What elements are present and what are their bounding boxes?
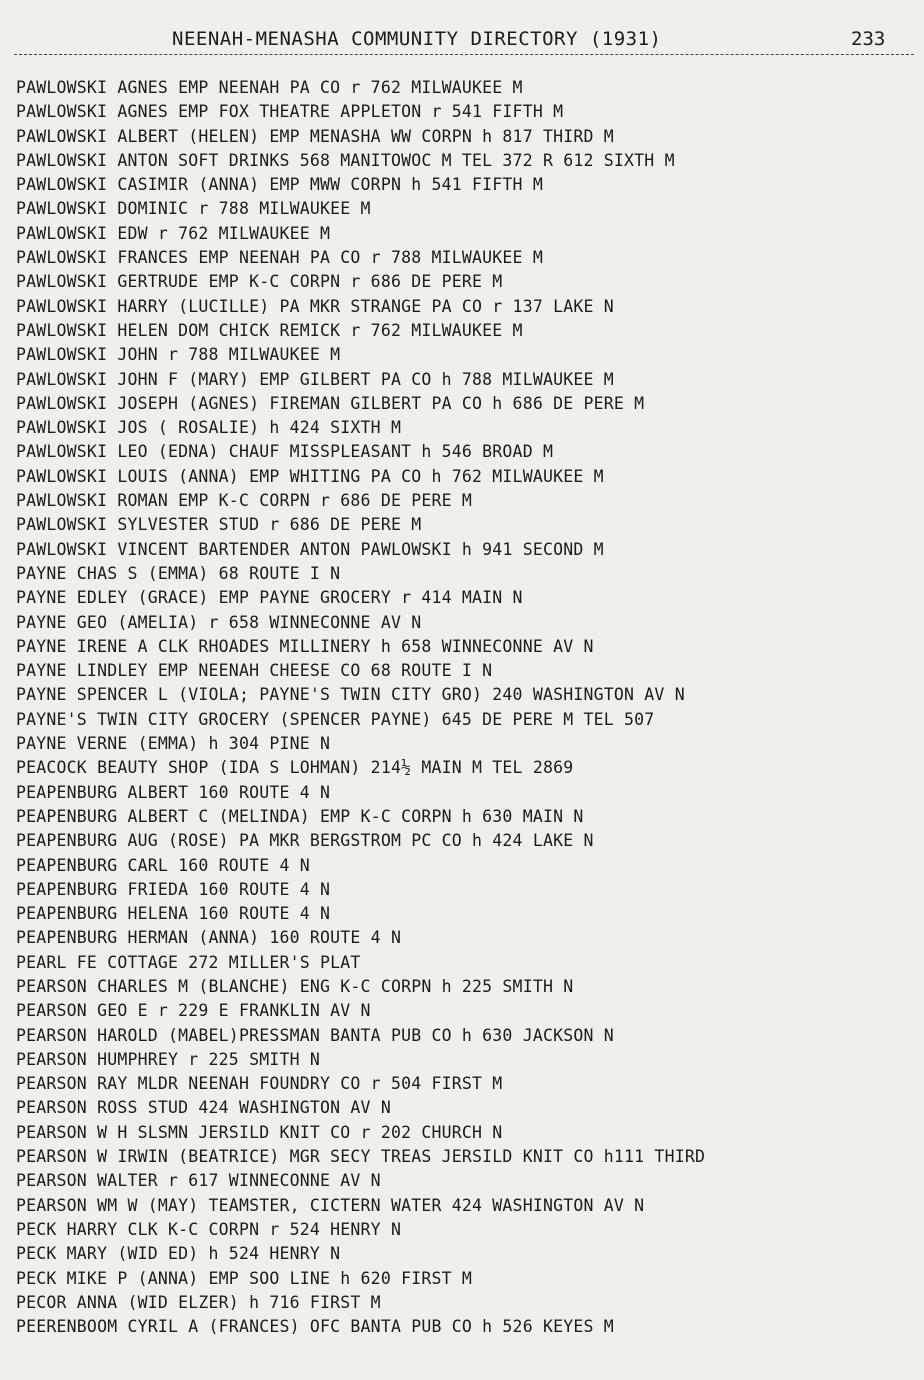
directory-entry: PAWLOWSKI HELEN DOM CHICK REMICK r 762 MILWAUKEE M [16,320,523,340]
directory-entry: PAWLOWSKI AGNES EMP FOX THEATRE APPLETON r 541 FIFTH M [16,102,564,122]
directory-entry: PEERENBOOM CYRIL A (FRANCES) OFC BANTA PUB CO h 526 KEYES M [16,1317,614,1337]
directory-entry: PAWLOWSKI HARRY (LUCILLE) PA MKR STRANGE PA CO r 137 LAKE N [16,296,614,316]
directory-entry: PEAPENBURG FRIEDA 160 ROUTE 4 N [16,879,331,899]
directory-entry: PEAPENBURG AUG (ROSE) PA MKR BERGSTROM PC CO h 424 LAKE N [16,831,594,851]
header-divider [14,54,914,55]
directory-entry: PEAPENBURG ALBERT 160 ROUTE 4 N [16,782,331,802]
page-number: 233 [851,28,886,50]
directory-entry: PAWLOWSKI JOHN r 788 MILWAUKEE M [16,345,341,365]
directory-entry: PAWLOWSKI CASIMIR (ANNA) EMP MWW CORPN h 541 FIFTH M [16,175,543,195]
directory-entry: PAYNE GEO (AMELIA) r 658 WINNECONNE AV N [16,612,422,632]
directory-entry: PEAPENBURG CARL 160 ROUTE 4 N [16,855,310,875]
directory-entry: PAWLOWSKI SYLVESTER STUD r 686 DE PERE M [16,515,422,535]
directory-entry: PAWLOWSKI ROMAN EMP K-C CORPN r 686 DE PERE M [16,491,473,511]
directory-entry: PEAPENBURG HERMAN (ANNA) 160 ROUTE 4 N [16,928,402,948]
directory-entry: PEARSON RAY MLDR NEENAH FOUNDRY CO r 504 FIRST M [16,1074,503,1094]
directory-entry: PAWLOWSKI ANTON SOFT DRINKS 568 MANITOWOC M TEL 372 R 612 SIXTH M [16,150,675,170]
directory-entry: PAWLOWSKI DOMINIC r 788 MILWAUKEE M [16,199,371,219]
directory-entry: PECK MARY (WID ED) h 524 HENRY N [16,1244,341,1264]
page-header [0,22,924,62]
directory-entry: PAYNE VERNE (EMMA) h 304 PINE N [16,734,331,754]
directory-entry: PAWLOWSKI AGNES EMP NEENAH PA CO r 762 MILWAUKEE M [16,78,523,97]
directory-entry: PEARSON HUMPHREY r 225 SMITH N [16,1049,321,1069]
directory-entry: PAYNE LINDLEY EMP NEENAH CHEESE CO 68 ROUTE I N [16,661,493,681]
directory-entry: PEARSON ROSS STUD 424 WASHINGTON AV N [16,1098,391,1118]
directory-entry: PEARL FE COTTAGE 272 MILLER'S PLAT [16,952,361,972]
directory-entry: PECOR ANNA (WID ELZER) h 716 FIRST M [16,1292,381,1312]
directory-entry: PEARSON W IRWIN (BEATRICE) MGR SECY TREAS JERSILD KNIT CO h111 THIRD [16,1147,706,1167]
directory-entries [16,76,920,1339]
directory-entry: PAYNE EDLEY (GRACE) EMP PAYNE GROCERY r 414 MAIN N [16,588,523,608]
directory-entry: PAWLOWSKI JOS ( ROSALIE) h 424 SIXTH M [16,418,402,438]
directory-entry: PEARSON HAROLD (MABEL)PRESSMAN BANTA PUB CO h 630 JACKSON N [16,1025,614,1045]
directory-entry: PEARSON WM W (MAY) TEAMSTER, CICTERN WATER 424 WASHINGTON AV N [16,1195,645,1215]
directory-entry: PAWLOWSKI GERTRUDE EMP K-C CORPN r 686 DE PERE M [16,272,503,292]
directory-entry: PECK MIKE P (ANNA) EMP SOO LINE h 620 FIRST M [16,1268,473,1288]
directory-entry: PAWLOWSKI JOSEPH (AGNES) FIREMAN GILBERT PA CO h 686 DE PERE M [16,393,645,413]
directory-entry: PAWLOWSKI EDW r 762 MILWAUKEE M [16,223,331,243]
directory-entry: PAWLOWSKI ALBERT (HELEN) EMP MENASHA WW CORPN h 817 THIRD M [16,126,614,146]
directory-entry: PEAPENBURG HELENA 160 ROUTE 4 N [16,904,331,924]
directory-entry: PEARSON WALTER r 617 WINNECONNE AV N [16,1171,381,1191]
directory-entry: PAYNE SPENCER L (VIOLA; PAYNE'S TWIN CITY GRO) 240 WASHINGTON AV N [16,685,685,705]
directory-entry: PAWLOWSKI VINCENT BARTENDER ANTON PAWLOWSKI h 941 SECOND M [16,539,604,559]
directory-entry: PEAPENBURG ALBERT C (MELINDA) EMP K-C CORPN h 630 MAIN N [16,806,584,826]
directory-entry: PAYNE IRENE A CLK RHOADES MILLINERY h 658 WINNECONNE AV N [16,636,594,656]
directory-entry: PAYNE CHAS S (EMMA) 68 ROUTE I N [16,563,341,583]
directory-entry: PAWLOWSKI LEO (EDNA) CHAUF MISSPLEASANT h 546 BROAD M [16,442,554,462]
page-title: NEENAH-MENASHA COMMUNITY DIRECTORY (1931) [172,28,662,50]
directory-entry: PECK HARRY CLK K-C CORPN r 524 HENRY N [16,1219,402,1239]
directory-entry: PEARSON W H SLSMN JERSILD KNIT CO r 202 CHURCH N [16,1122,503,1142]
directory-entry: PEARSON CHARLES M (BLANCHE) ENG K-C CORPN h 225 SMITH N [16,976,574,996]
directory-entry: PEACOCK BEAUTY SHOP (IDA S LOHMAN) 214½ MAIN M TEL 2869 [16,758,574,778]
directory-entry: PEARSON GEO E r 229 E FRANKLIN AV N [16,1001,371,1021]
directory-entry: PAWLOWSKI FRANCES EMP NEENAH PA CO r 788 MILWAUKEE M [16,248,543,268]
directory-entry: PAYNE'S TWIN CITY GROCERY (SPENCER PAYNE) 645 DE PERE M TEL 507 [16,709,655,729]
directory-entry: PAWLOWSKI JOHN F (MARY) EMP GILBERT PA CO h 788 MILWAUKEE M [16,369,614,389]
directory-entry: PAWLOWSKI LOUIS (ANNA) EMP WHITING PA CO h 762 MILWAUKEE M [16,466,604,486]
